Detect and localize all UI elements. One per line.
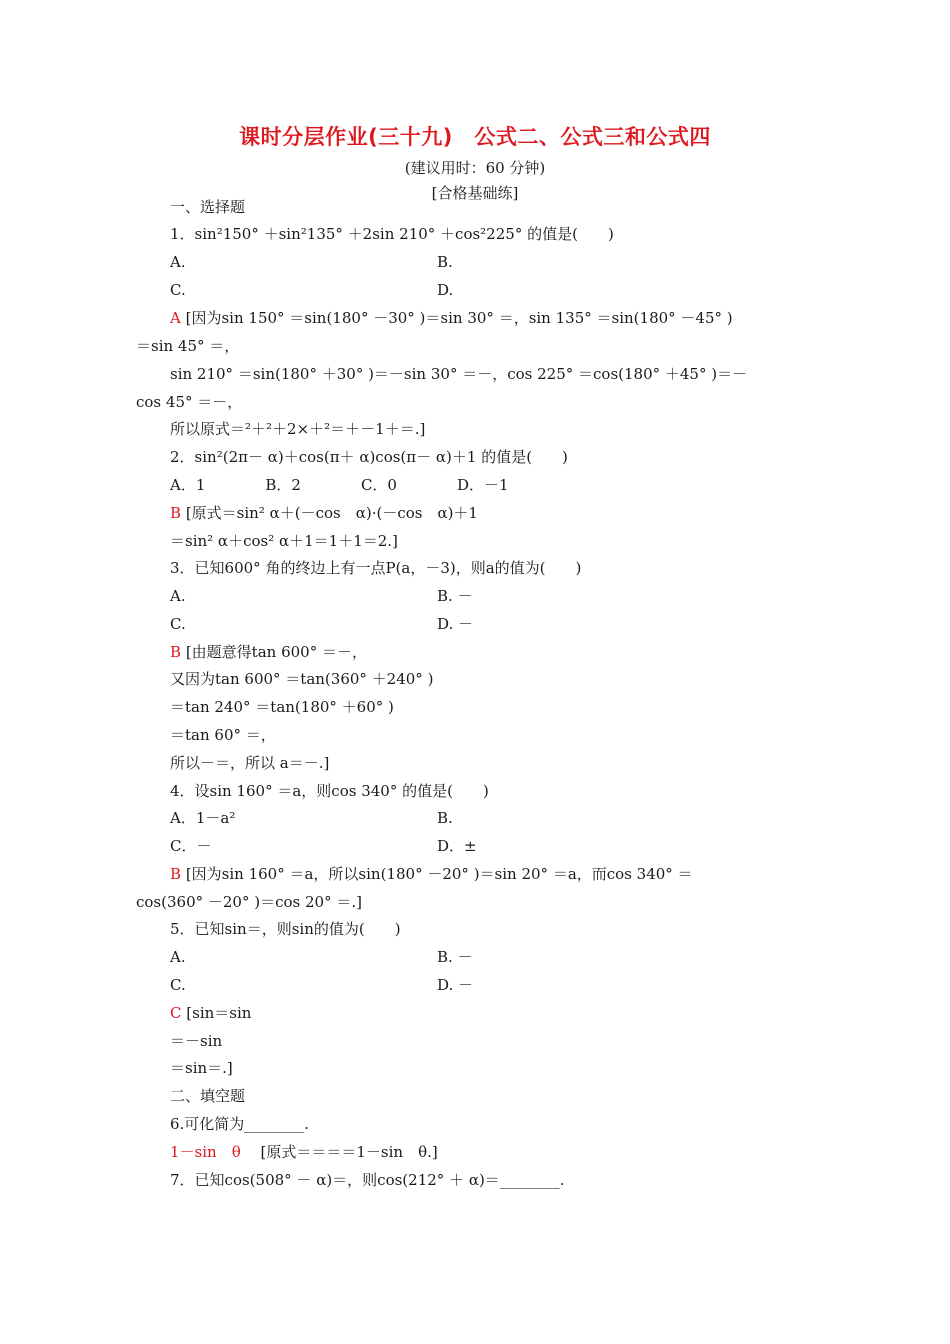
text-line-q4b: [437, 808, 453, 828]
answer-key: A: [170, 309, 181, 327]
text-line-q2opts: [170, 475, 509, 495]
line-text: ＝sin＝.]: [170, 1059, 233, 1077]
text-line-a3_5: [170, 753, 329, 773]
text-line-q5b: [437, 947, 473, 967]
time-suggestion: (建议用时：60 分钟): [404, 159, 546, 177]
line-text: C．－: [170, 837, 212, 855]
line-text: C.: [170, 976, 186, 994]
line-text: 一、选择题: [170, 198, 246, 216]
line-text: [由题意得tan 600° ＝－，: [185, 643, 367, 661]
text-line-a1_1: [170, 308, 733, 328]
line-text: 二、填空题: [170, 1087, 246, 1105]
text-line-q3c: [170, 614, 186, 634]
text-line-q5a: [170, 947, 186, 967]
text-line-a5_1: [170, 1003, 251, 1023]
text-line-q6: [170, 1114, 309, 1134]
text-line-a4_2: [136, 892, 362, 912]
text-line-q3b: [437, 586, 473, 606]
text-line-a3_4: [170, 725, 276, 745]
line-text: 4．设sin 160° ＝a，则cos 340° 的值是( ): [170, 782, 489, 800]
line-text: sin 210° ＝sin(180° ＋30° )＝－sin 30° ＝－，cos 225° ＝cos(180° ＋45° )＝－: [170, 365, 748, 383]
line-text: cos(360° －20° )＝cos 20° ＝.]: [136, 893, 362, 911]
line-text: ＝sin 45° ＝，: [136, 337, 240, 355]
line-text: A.: [170, 587, 186, 605]
section-label: [合格基础练]: [431, 184, 519, 202]
text-line-a1_4: [136, 392, 242, 412]
text-line-s2: [170, 1086, 245, 1106]
line-text: [因为sin 160° ＝a，所以sin(180° －20° )＝sin 20° ＝a，而cos 340° ＝: [185, 865, 693, 883]
text-line-q1c: [170, 280, 186, 300]
text-line-q1d: [437, 280, 453, 300]
line-text: A．1－a²: [170, 809, 236, 827]
line-text: [因为sin 150° ＝sin(180° －30° )＝sin 30° ＝，sin 135° ＝sin(180° －45° ): [185, 309, 733, 327]
line-text: B.: [437, 809, 453, 827]
line-text: 3．已知600° 角的终边上有一点P(a，－3)，则a的值为( ): [170, 559, 582, 577]
text-line-q3: [170, 558, 581, 578]
text-line-a5_3: [170, 1058, 233, 1078]
text-line-a3_1: [170, 642, 367, 662]
line-text: [原式＝＝＝＝1－sin θ.]: [245, 1143, 438, 1161]
text-line-q2: [170, 447, 568, 467]
text-line-q1b: [437, 252, 453, 272]
line-text: B. －: [437, 587, 473, 605]
line-text: ＝sin² α＋cos² α＋1＝1＋1＝2.]: [170, 532, 398, 550]
text-line-a5_2: [170, 1031, 222, 1051]
text-line-q4c: [170, 836, 211, 856]
text-line-q5d: [437, 975, 473, 995]
line-text: C.: [170, 615, 186, 633]
text-line-q4: [170, 781, 489, 801]
line-text: cos 45° ＝－，: [136, 393, 243, 411]
text-line-q1: [170, 224, 614, 244]
line-text: D.: [437, 281, 454, 299]
answer-key: B: [170, 504, 182, 522]
text-line-a3_3: [170, 697, 394, 717]
line-text: B.: [437, 253, 453, 271]
text-line-a2_2: [170, 531, 398, 551]
line-text: 所以－＝，所以 a＝－.]: [170, 754, 330, 772]
line-text: ＝tan 60° ＝，: [170, 726, 276, 744]
text-line-a4_1: [170, 864, 693, 884]
text-line-a2_1: [170, 503, 478, 523]
line-text: 5．已知sin＝，则sin的值为( ): [170, 920, 401, 938]
line-text: 所以原式＝²＋²＋2×＋²＝＋－1＋＝.]: [170, 420, 426, 438]
line-text: 1．sin²150° ＋sin²135° ＋2sin 210° ＋cos²225° 的值是( ): [170, 225, 614, 243]
line-text: 2．sin²(2π－ α)＋cos(π＋ α)cos(π－ α)＋1 的值是( ): [170, 448, 568, 466]
text-line-a3_2: [170, 669, 433, 689]
text-line-a1_3: [170, 364, 747, 384]
text-line-q4d: [437, 836, 477, 856]
text-line-q3a: [170, 586, 186, 606]
line-text: 又因为tan 600° ＝tan(360° ＋240° ): [170, 670, 434, 688]
text-line-a6: [170, 1142, 438, 1162]
line-text: 7．已知cos(508° － α)＝，则cos(212° ＋ α)＝________.: [170, 1171, 565, 1189]
line-text: ＝－sin: [170, 1032, 223, 1050]
line-text: D. －: [437, 976, 474, 994]
text-line-q7: [170, 1170, 565, 1190]
text-line-q5c: [170, 975, 186, 995]
line-text: A.: [170, 253, 186, 271]
text-line-q1a: [170, 252, 186, 272]
line-text: C.: [170, 281, 186, 299]
text-line-a1_5: [170, 419, 425, 439]
answer-key: B: [170, 865, 182, 883]
line-text: 6.可化简为________.: [170, 1115, 310, 1133]
line-text: A．1 B．2 C．0 D．－1: [170, 476, 509, 494]
line-text: ＝tan 240° ＝tan(180° ＋60° ): [170, 698, 394, 716]
answer-key: 1－sin θ: [170, 1143, 241, 1161]
line-text: [原式＝sin² α＋(－cos α)·(－cos α)＋1: [185, 504, 478, 522]
text-line-a1_2: [136, 336, 239, 356]
line-text: [sin＝sin: [186, 1004, 252, 1022]
line-text: D. －: [437, 615, 474, 633]
text-line-q5: [170, 919, 401, 939]
line-text: B. －: [437, 948, 473, 966]
text-line-s1: [170, 197, 245, 217]
line-text: A.: [170, 948, 186, 966]
text-line-q4a: [170, 808, 235, 828]
page-title: 课时分层作业(三十九) 公式二、公式三和公式四: [239, 125, 711, 149]
answer-key: C: [170, 1004, 182, 1022]
line-text: D．±: [437, 837, 477, 855]
text-line-q3d: [437, 614, 473, 634]
answer-key: B: [170, 643, 182, 661]
